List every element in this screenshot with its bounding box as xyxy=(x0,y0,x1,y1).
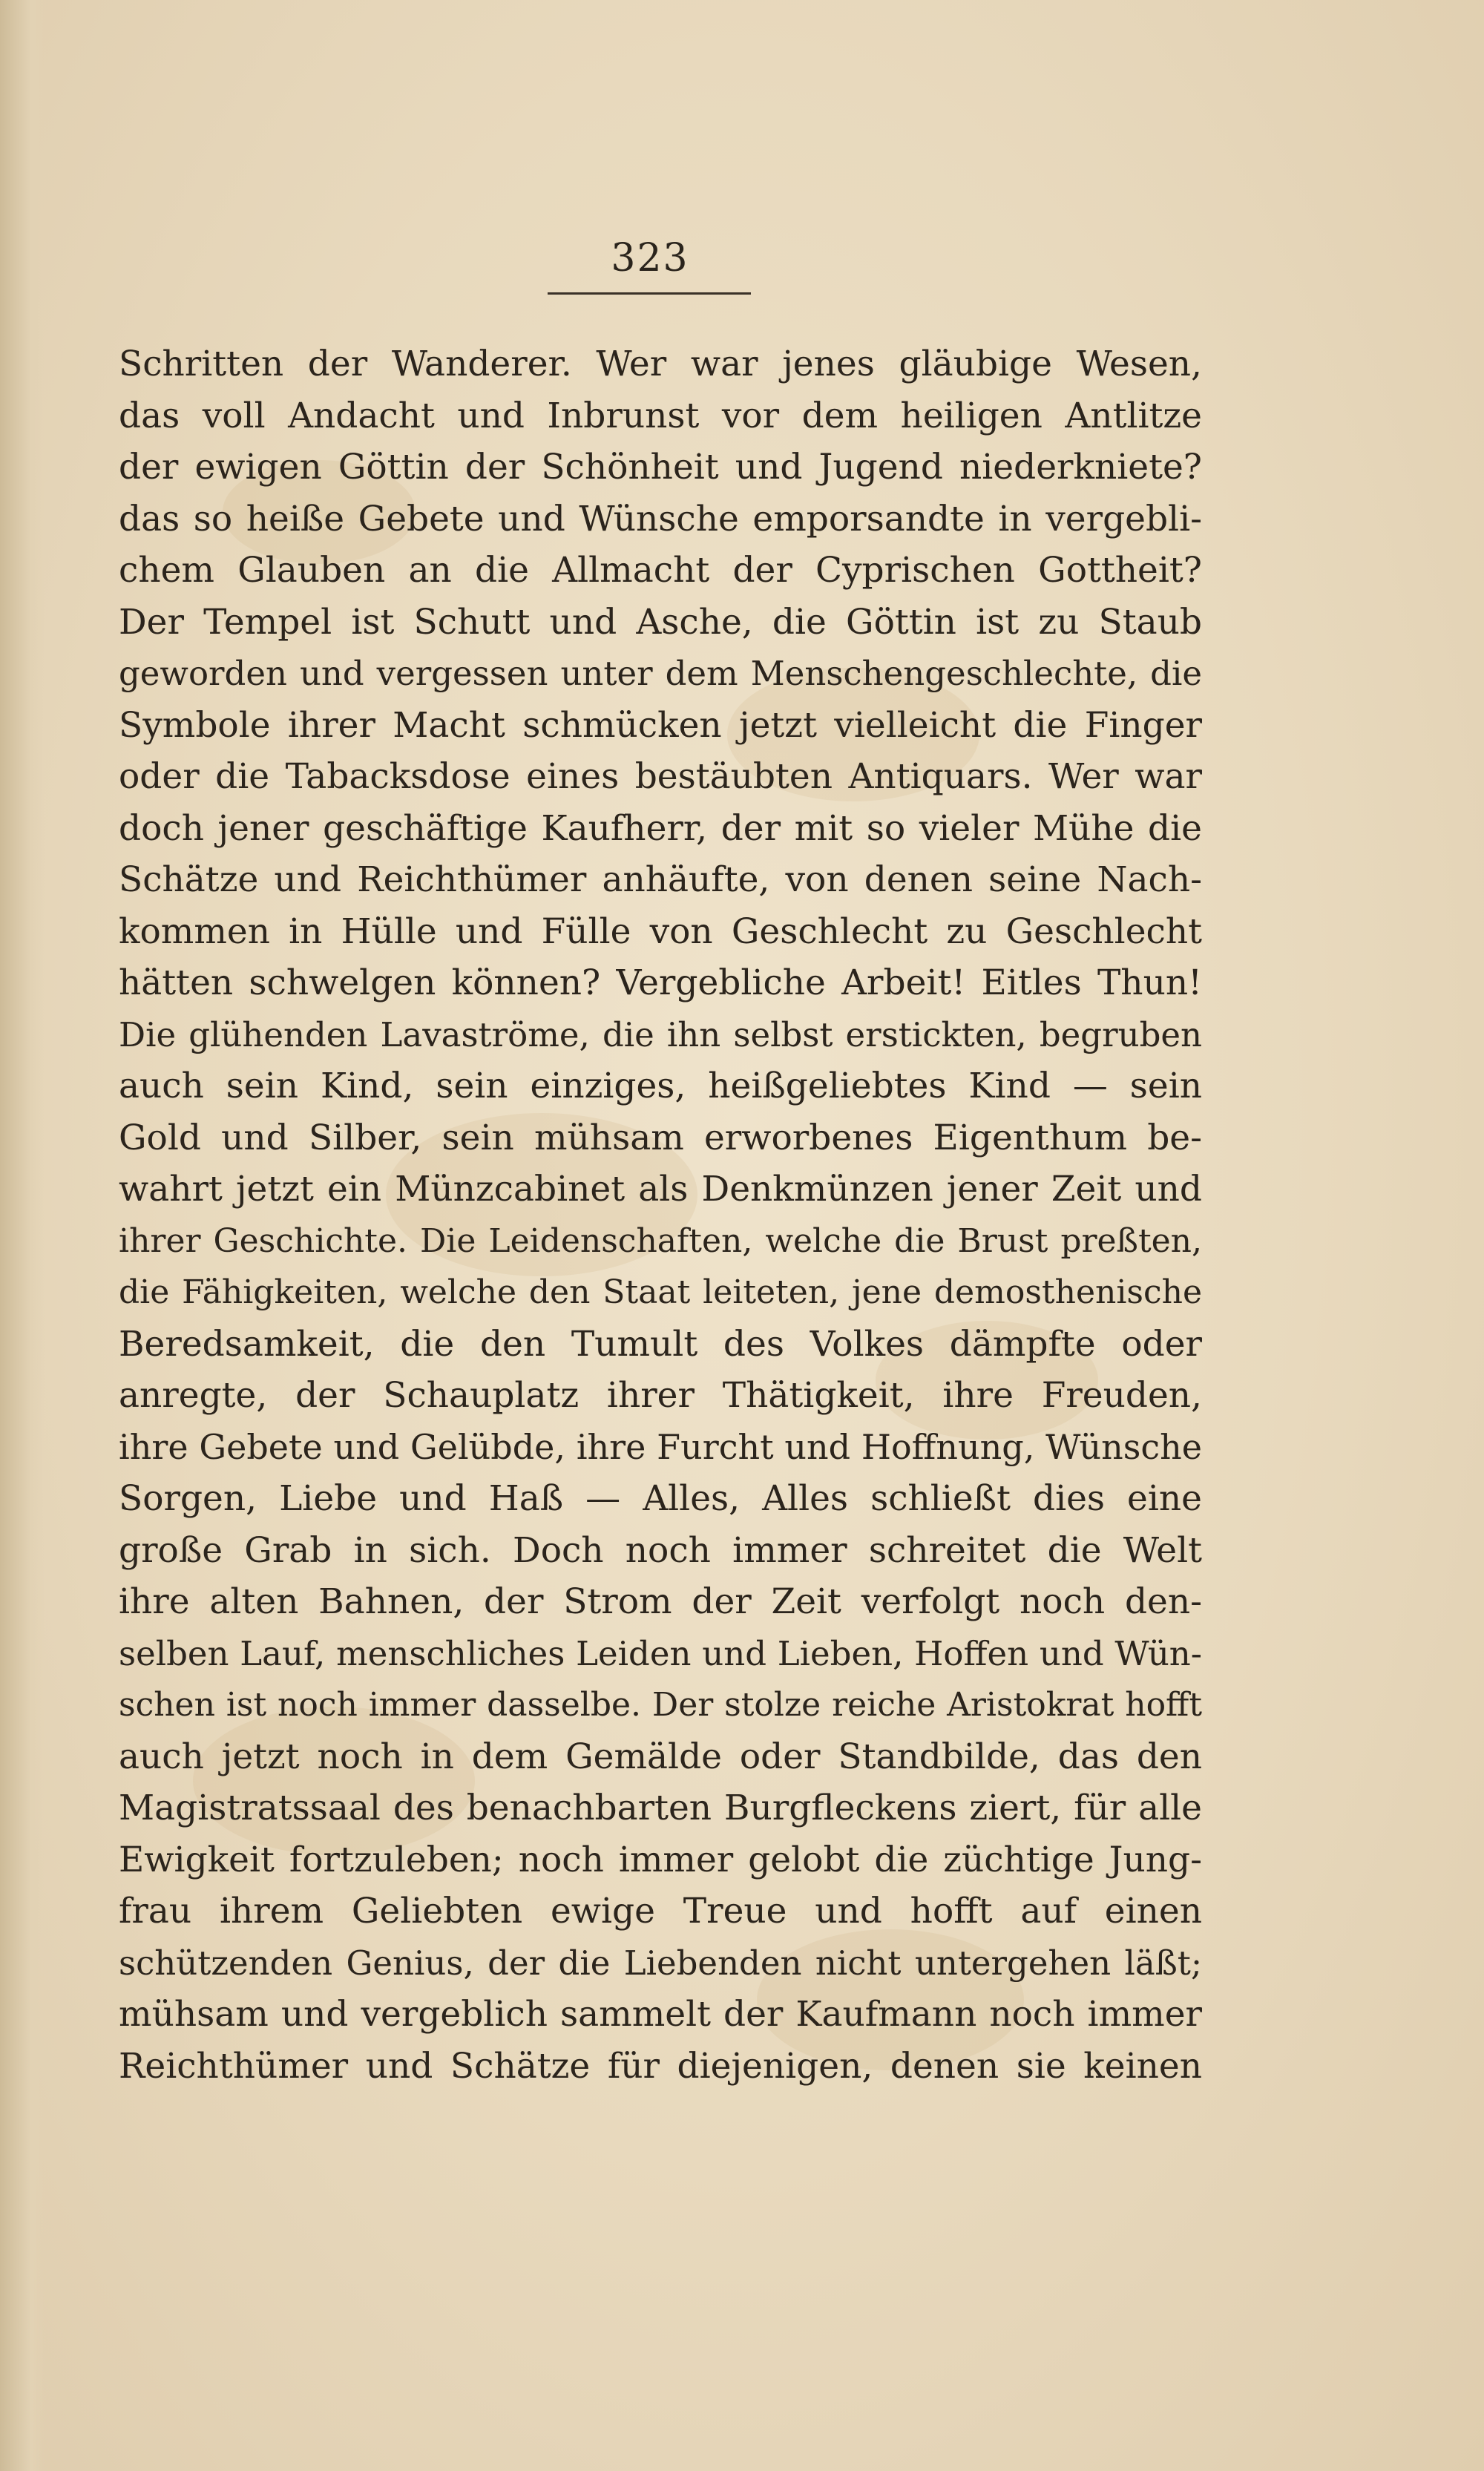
text-line: auch sein Kind, sein einziges, heißgeliebtes Kind — sein xyxy=(119,1066,1202,1106)
text-line: ihre Gebete und Gelübde, ihre Furcht und Hoffnung, Wünsche xyxy=(119,1426,1202,1467)
text-line: Sorgen, Liebe und Haß — Alles, Alles schließt dies eine xyxy=(119,1478,1202,1519)
text-line: das so heiße Gebete und Wünsche emporsandte in vergebli- xyxy=(119,498,1202,539)
text-line: oder die Tabacksdose eines bestäubten Antiquars. Wer war xyxy=(119,756,1202,797)
text-line: kommen in Hülle und Fülle von Geschlecht zu Geschlecht xyxy=(119,910,1202,952)
page-binding-shadow xyxy=(0,0,45,2471)
text-line: doch jener geschäftige Kaufherr, der mit so vieler Mühe die xyxy=(119,807,1202,849)
text-line: die Fähigkeiten, welche den Staat leiteten, jene demosthenische xyxy=(119,1273,1202,1311)
text-line: große Grab in sich. Doch noch immer schreitet die Welt xyxy=(119,1529,1202,1571)
text-line: frau ihrem Geliebten ewige Treue und hofft auf einen xyxy=(119,1891,1202,1932)
text-line: das voll Andacht und Inbrunst vor dem heiligen Antlitze xyxy=(119,395,1202,436)
text-line: der ewigen Göttin der Schönheit und Jugend niederkniete? xyxy=(119,447,1202,488)
text-line: anregte, der Schauplatz ihrer Thätigkeit, ihre Freuden, xyxy=(119,1375,1202,1416)
text-line: ihre alten Bahnen, der Strom der Zeit verfolgt noch den- xyxy=(119,1581,1202,1622)
text-line: Magistratssaal des benachbarten Burgfleckens ziert, für alle xyxy=(119,1788,1202,1828)
header-rule xyxy=(548,292,751,295)
body-text xyxy=(119,338,1202,2092)
text-line: chem Glauben an die Allmacht der Cyprischen Gottheit? xyxy=(119,550,1202,591)
text-line: wahrt jetzt ein Münzcabinet als Denkmünzen jener Zeit und xyxy=(119,1169,1202,1210)
text-line: Beredsamkeit, die den Tumult des Volkes dämpfte oder xyxy=(119,1323,1202,1365)
text-line: selben Lauf, menschliches Leiden und Lieben, Hoffen und Wün- xyxy=(119,1633,1202,1673)
text-line: Schritten der Wanderer. Wer war jenes gläubige Wesen, xyxy=(119,344,1202,384)
text-line: ihrer Geschichte. Die Leidenschaften, welche die Brust preßten, xyxy=(119,1221,1202,1260)
text-line: Ewigkeit fortzuleben; noch immer gelobt die züchtige Jung- xyxy=(119,1839,1202,1880)
text-line: mühsam und vergeblich sammelt der Kaufmann noch immer xyxy=(119,1994,1202,2035)
text-line: Der Tempel ist Schutt und Asche, die Göttin ist zu Staub xyxy=(119,601,1202,643)
text-line: Gold und Silber, sein mühsam erworbenes Eigenthum be- xyxy=(119,1117,1202,1158)
text-line: Schätze und Reichthümer anhäufte, von denen seine Nach- xyxy=(119,859,1202,900)
text-line: geworden und vergessen unter dem Menschengeschlechte, die xyxy=(119,654,1202,693)
text-line: Symbole ihrer Macht schmücken jetzt vielleicht die Finger xyxy=(119,704,1202,746)
page-number: 323 xyxy=(611,236,689,280)
text-line: Die glühenden Lavaströme, die ihn selbst erstickten, begruben xyxy=(119,1014,1202,1054)
text-line: hätten schwelgen können? Vergebliche Arbeit! Eitles Thun! xyxy=(119,962,1202,1003)
text-line: auch jetzt noch in dem Gemälde oder Standbilde, das den xyxy=(119,1736,1202,1777)
text-line: schen ist noch immer dasselbe. Der stolze reiche Aristokrat hofft xyxy=(119,1686,1202,1724)
text-line: Reichthümer und Schätze für diejenigen, denen sie keinen xyxy=(119,2045,1202,2087)
text-line: schützenden Genius, der die Liebenden nicht untergehen läßt; xyxy=(119,1943,1202,1983)
